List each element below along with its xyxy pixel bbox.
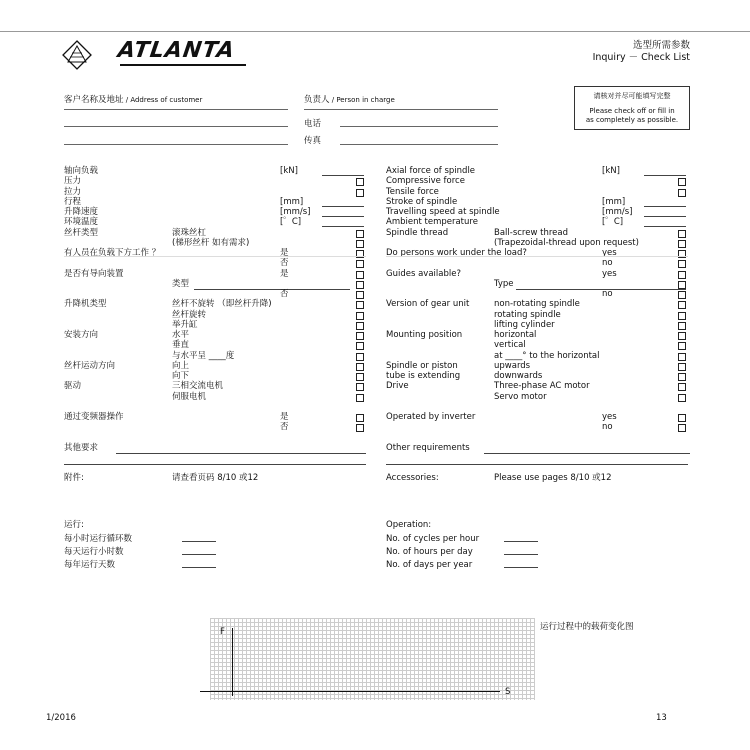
row-label: 拉力 xyxy=(64,186,82,197)
brand-emblem xyxy=(62,40,92,70)
row-checkbox[interactable] xyxy=(356,383,364,391)
row-value-field[interactable] xyxy=(322,206,364,207)
load-graph-grid[interactable] xyxy=(210,618,535,700)
row-label: 压力 xyxy=(64,176,82,187)
page-title-en: Inquiry － Check List xyxy=(592,52,690,63)
row-checkbox[interactable] xyxy=(678,383,686,391)
row-value-field[interactable] xyxy=(322,226,364,227)
operation-cn-0: 每小时运行循环数 xyxy=(64,534,133,544)
row-label: Spindle thread xyxy=(386,227,449,238)
row-checkbox[interactable] xyxy=(356,281,364,289)
operation-en-0: No. of cycles per hour xyxy=(386,534,480,544)
row-checkbox[interactable] xyxy=(678,363,686,371)
row-unit: [kN] xyxy=(280,166,298,176)
graph-y-label: F xyxy=(220,627,225,637)
row-option: 三相交流电机 xyxy=(172,381,224,392)
row-label: Travelling speed at spindle xyxy=(386,207,500,217)
row-checkbox[interactable] xyxy=(678,332,686,340)
row-value-field[interactable] xyxy=(322,216,364,217)
row-checkbox[interactable] xyxy=(678,271,686,279)
fax-field[interactable] xyxy=(340,144,498,145)
row-label: 安装方向 xyxy=(64,330,99,340)
phone-label: 电话 xyxy=(304,119,322,129)
operation-cn-1: 每天运行小时数 xyxy=(64,547,124,557)
graph-caption: 运行过程中的载荷变化图 xyxy=(540,622,634,632)
row-unit: [mm] xyxy=(602,196,626,207)
row-label: Axial force of spindle xyxy=(386,166,476,176)
customer-field-1[interactable] xyxy=(64,109,288,110)
operation-title-cn: 运行: xyxy=(64,520,84,530)
person-label-en: / Person in charge xyxy=(329,96,395,104)
row-label: tube is extending xyxy=(386,371,461,381)
row-checkbox[interactable] xyxy=(356,394,364,402)
row-checkbox[interactable] xyxy=(678,230,686,238)
row-label: Other requirements xyxy=(386,443,470,453)
row-option: 请查看页码 8/10 或12 xyxy=(172,473,259,483)
row-label: 升降速度 xyxy=(64,207,99,217)
row-option: upwards xyxy=(494,360,531,371)
operation-cn-field-1[interactable] xyxy=(182,554,216,555)
row-value-field[interactable] xyxy=(644,226,686,227)
row-yes-no: 否 xyxy=(280,422,289,432)
row-checkbox[interactable] xyxy=(356,312,364,320)
row-value-field[interactable] xyxy=(644,206,686,207)
instructions-box xyxy=(574,86,690,130)
row-yes-no: no xyxy=(602,422,613,432)
operation-en-1: No. of hours per day xyxy=(386,547,473,557)
row-option: 垂直 xyxy=(172,340,190,351)
customer-field-2[interactable] xyxy=(64,126,288,127)
row-yes-no: 是 xyxy=(280,248,289,258)
row-option: (Trapezoidal-thread upon request) xyxy=(494,237,639,248)
row-option: 向上 xyxy=(172,360,190,371)
row-checkbox[interactable] xyxy=(356,414,364,422)
row-option: lifting cylinder xyxy=(494,319,555,330)
row-checkbox[interactable] xyxy=(678,394,686,402)
brand-logo: ATLANTA xyxy=(116,38,237,63)
row-option: 丝杆旋转 xyxy=(172,309,207,320)
row-checkbox[interactable] xyxy=(678,178,686,186)
row-label: 行程 xyxy=(64,196,82,207)
row-checkbox[interactable] xyxy=(356,342,364,350)
guide-type-field[interactable] xyxy=(516,289,686,290)
customer-field-3[interactable] xyxy=(64,144,288,145)
row-checkbox[interactable] xyxy=(678,240,686,248)
customer-label-en: / Address of customer xyxy=(123,96,203,104)
row-option: 滚珠丝杠 xyxy=(172,227,207,238)
row-checkbox[interactable] xyxy=(356,189,364,197)
top-rule xyxy=(0,31,750,32)
row-checkbox[interactable] xyxy=(678,322,686,330)
row-label: 有人员在负载下方工作 ？ xyxy=(64,248,161,258)
row-checkbox[interactable] xyxy=(678,424,686,432)
row-option: vertical xyxy=(494,340,526,351)
row-option: 类型 xyxy=(172,278,190,289)
other-requirements-field-2[interactable] xyxy=(64,464,366,465)
row-checkbox[interactable] xyxy=(678,291,686,299)
row-yes-no: 是 xyxy=(280,268,289,279)
customer-label-cn: 客户名称及地址 xyxy=(64,95,124,105)
other-requirements-field[interactable] xyxy=(484,453,690,454)
instructions-en-1: Please check off or fill in xyxy=(589,107,675,115)
row-checkbox[interactable] xyxy=(678,260,686,268)
row-option: 举升缸 xyxy=(172,319,198,330)
row-yes-no: yes xyxy=(602,411,617,422)
row-label: Mounting position xyxy=(386,330,463,340)
graph-y-axis xyxy=(232,628,233,696)
row-label: Guides available? xyxy=(386,268,461,279)
row-option: Servo motor xyxy=(494,391,547,402)
phone-field[interactable] xyxy=(340,126,498,127)
row-checkbox[interactable] xyxy=(356,291,364,299)
row-option: horizontal xyxy=(494,330,537,340)
row-option: downwards xyxy=(494,371,543,381)
instructions-en-2: as completely as possible. xyxy=(585,116,679,124)
row-value-field[interactable] xyxy=(644,216,686,217)
row-option: Type xyxy=(494,278,514,289)
row-option: 丝杆不旋转 （即丝杆升降) xyxy=(172,299,272,310)
operation-en-field-2[interactable] xyxy=(504,567,538,568)
row-option: 水平 xyxy=(172,330,190,340)
row-option: rotating spindle xyxy=(494,309,561,320)
row-label: 通过变频器操作 xyxy=(64,411,124,422)
row-checkbox[interactable] xyxy=(678,189,686,197)
row-checkbox[interactable] xyxy=(678,342,686,350)
row-label: Tensile force xyxy=(386,186,439,197)
row-unit: [゜C] xyxy=(280,217,302,228)
operation-cn-2: 每年运行天数 xyxy=(64,560,116,570)
row-label: 环境温度 xyxy=(64,217,99,228)
page-title-cn: 选型所需参数 xyxy=(632,40,690,51)
row-checkbox[interactable] xyxy=(356,363,364,371)
row-checkbox[interactable] xyxy=(678,281,686,289)
row-checkbox[interactable] xyxy=(356,271,364,279)
row-yes-no: 否 xyxy=(280,289,289,299)
row-yes-no: yes xyxy=(602,248,617,258)
row-label: Drive xyxy=(386,381,409,392)
row-label: Operated by inverter xyxy=(386,411,476,422)
row-yes-no: no xyxy=(602,258,613,269)
row-value-field[interactable] xyxy=(644,175,686,176)
row-yes-no: 是 xyxy=(280,411,289,422)
row-option: Please use pages 8/10 或12 xyxy=(494,473,612,483)
row-unit: [kN] xyxy=(602,166,620,176)
other-requirements-field-2[interactable] xyxy=(386,464,688,465)
row-yes-no: no xyxy=(602,289,613,299)
row-value-field[interactable] xyxy=(322,175,364,176)
row-label: 是否有导向装置 xyxy=(64,268,124,279)
row-label: 丝杆运动方向 xyxy=(64,360,116,371)
person-field[interactable] xyxy=(304,109,498,110)
row-label: Do persons work under the load? xyxy=(386,248,527,258)
row-option: 与水平呈 ____度 xyxy=(172,350,235,361)
row-label: Stroke of spindle xyxy=(386,196,458,207)
brand-logo-underline xyxy=(120,64,246,66)
row-label: Accessories: xyxy=(386,473,439,483)
row-label: Compressive force xyxy=(386,176,465,187)
row-checkbox[interactable] xyxy=(678,312,686,320)
row-checkbox[interactable] xyxy=(356,332,364,340)
row-checkbox[interactable] xyxy=(356,260,364,268)
person-label xyxy=(304,89,395,105)
row-checkbox[interactable] xyxy=(678,353,686,361)
graph-x-axis xyxy=(200,691,500,692)
row-checkbox[interactable] xyxy=(356,230,364,238)
row-checkbox[interactable] xyxy=(678,414,686,422)
graph-x-label: S xyxy=(505,687,511,697)
divider xyxy=(386,256,688,257)
other-requirements-field[interactable] xyxy=(116,453,366,454)
operation-en-2: No. of days per year xyxy=(386,560,473,570)
row-checkbox[interactable] xyxy=(356,178,364,186)
row-checkbox[interactable] xyxy=(678,373,686,381)
row-label: Spindle or piston xyxy=(386,360,458,371)
row-label: 驱动 xyxy=(64,381,82,392)
row-yes-no: 否 xyxy=(280,258,289,269)
row-checkbox[interactable] xyxy=(356,301,364,309)
footer-page: 13 xyxy=(656,713,667,723)
operation-cn-field-2[interactable] xyxy=(182,567,216,568)
person-label-cn: 负责人 xyxy=(304,95,330,105)
row-label: 其他要求 xyxy=(64,443,99,453)
row-label: 丝杆类型 xyxy=(64,227,99,238)
instructions-cn: 请核对并尽可能填写完整 xyxy=(593,92,671,100)
row-label: 升降机类型 xyxy=(64,299,107,310)
row-label: Version of gear unit xyxy=(386,299,470,310)
guide-type-field[interactable] xyxy=(194,289,350,290)
row-checkbox[interactable] xyxy=(356,322,364,330)
fax-label: 传真 xyxy=(304,136,322,146)
footer-date: 1/2016 xyxy=(46,713,76,723)
row-checkbox[interactable] xyxy=(356,373,364,381)
row-option: non-rotating spindle xyxy=(494,299,580,310)
row-option: Three-phase AC motor xyxy=(494,381,590,392)
row-option: Ball-screw thread xyxy=(494,227,568,238)
row-checkbox[interactable] xyxy=(356,353,364,361)
row-yes-no: yes xyxy=(602,268,617,279)
row-option: at ____° to the horizontal xyxy=(494,350,600,361)
operation-title-en: Operation: xyxy=(386,520,432,530)
row-checkbox[interactable] xyxy=(356,240,364,248)
row-checkbox[interactable] xyxy=(678,301,686,309)
operation-en-field-1[interactable] xyxy=(504,554,538,555)
row-unit: [゜C] xyxy=(602,217,624,228)
row-checkbox[interactable] xyxy=(356,424,364,432)
row-option: (梯形丝杆 如有需求) xyxy=(172,237,250,248)
operation-cn-field-0[interactable] xyxy=(182,541,216,542)
row-unit: [mm] xyxy=(280,196,304,207)
row-label: 附件: xyxy=(64,473,84,483)
row-option: 向下 xyxy=(172,371,190,381)
row-unit: [mm/s] xyxy=(602,207,633,217)
row-unit: [mm/s] xyxy=(280,207,311,217)
divider xyxy=(64,256,366,257)
row-label: 轴向负载 xyxy=(64,166,99,176)
row-option: 伺服电机 xyxy=(172,391,207,402)
row-label: Ambient temperature xyxy=(386,217,478,228)
customer-label xyxy=(64,89,202,105)
operation-en-field-0[interactable] xyxy=(504,541,538,542)
